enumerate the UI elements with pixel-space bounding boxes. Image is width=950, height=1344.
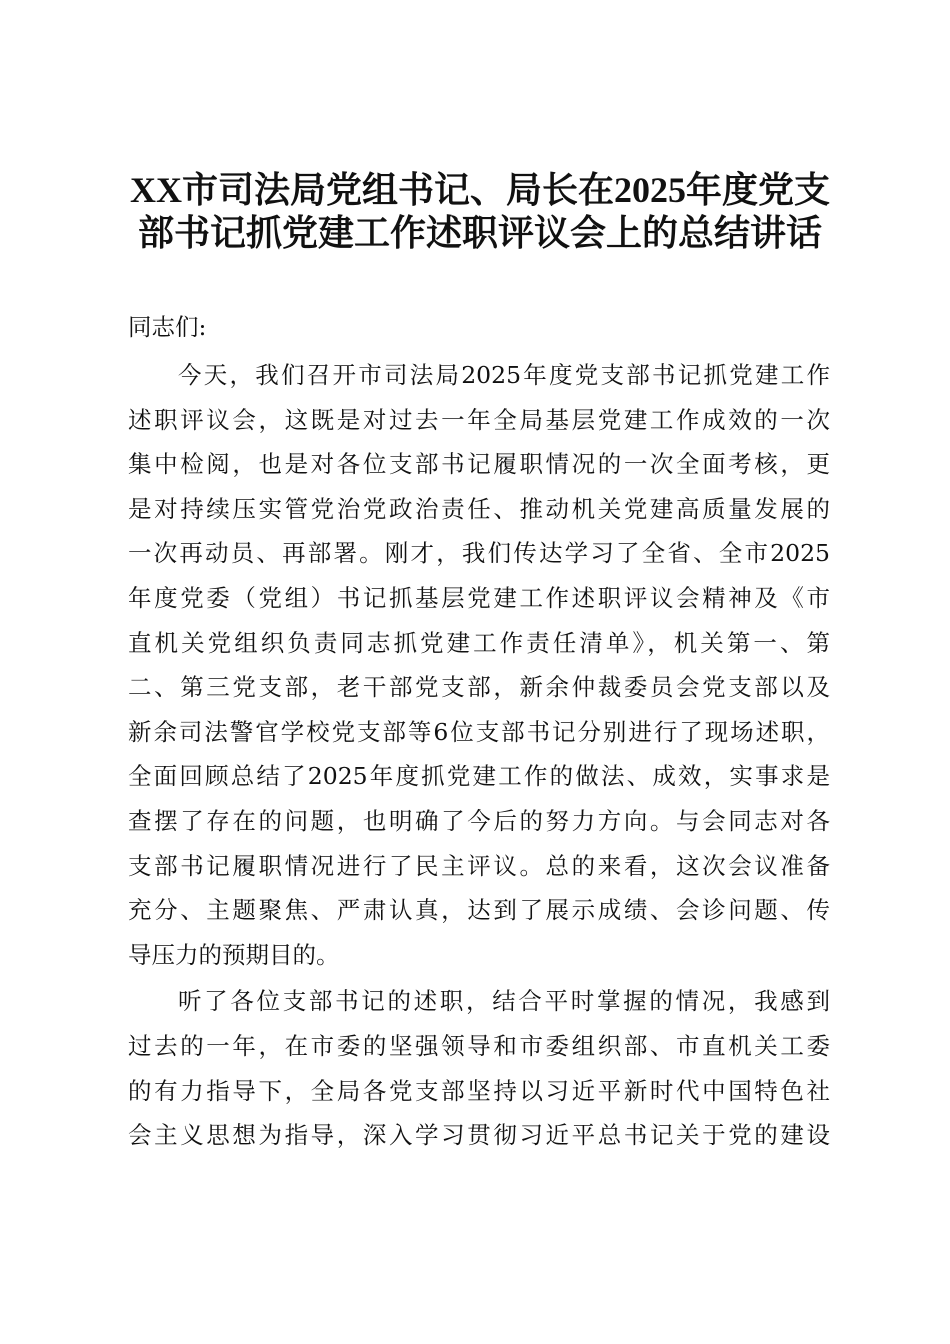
paragraph-line: 一次再动员、再部署。刚才，我们传达学习了全省、全市2025 <box>128 539 830 568</box>
paragraph-line: 直机关党组织负责同志抓党建工作责任清单》，机关第一、第 <box>128 628 830 657</box>
document-title-line-1: XX市司法局党组书记、局长在2025年度党支 <box>130 170 830 210</box>
paragraph-line: 听了各位支部书记的述职，结合平时掌握的情况，我感到 <box>178 987 830 1016</box>
paragraph-line: 导压力的预期目的。 <box>128 940 340 969</box>
paragraph-line: 充分、主题聚焦、严肃认真，达到了展示成绩、会诊问题、传 <box>128 896 830 925</box>
paragraph-line: 是对持续压实管党治党政治责任、推动机关党建高质量发展的 <box>128 494 830 523</box>
paragraph-line: 年度党委（党组）书记抓基层党建工作述职评议会精神及《市 <box>128 584 830 612</box>
paragraph-line: 查摆了存在的问题，也明确了今后的努力方向。与会同志对各 <box>128 807 830 835</box>
paragraph-line: 述职评议会，这既是对过去一年全局基层党建工作成效的一次 <box>128 405 830 434</box>
paragraph-line: 今天，我们召开市司法局2025年度党支部书记抓党建工作 <box>178 361 830 389</box>
paragraph-line: 集中检阅，也是对各位支部书记履职情况的一次全面考核，更 <box>128 450 830 479</box>
paragraph-line: 全面回顾总结了2025年度抓党建工作的做法、成效，实事求是 <box>128 762 830 791</box>
paragraph-line: 二、第三党支部，老干部党支部，新余仲裁委员会党支部以及 <box>128 673 830 702</box>
paragraph-line: 支部书记履职情况进行了民主评议。总的来看，这次会议准备 <box>128 851 830 880</box>
paragraph-line: 新余司法警官学校党支部等6位支部书记分别进行了现场述职， <box>128 717 830 746</box>
paragraph-line: 会主义思想为指导，深入学习贯彻习近平总书记关于党的建设 <box>128 1121 830 1150</box>
document-title-line-2: 部书记抓党建工作述职评议会上的总结讲话 <box>137 213 822 253</box>
paragraph-line: 的有力指导下，全局各党支部坚持以习近平新时代中国特色社 <box>128 1076 830 1105</box>
paragraph-line: 过去的一年，在市委的坚强领导和市委组织部、市直机关工委 <box>128 1032 830 1060</box>
salutation: 同志们: <box>128 313 207 341</box>
